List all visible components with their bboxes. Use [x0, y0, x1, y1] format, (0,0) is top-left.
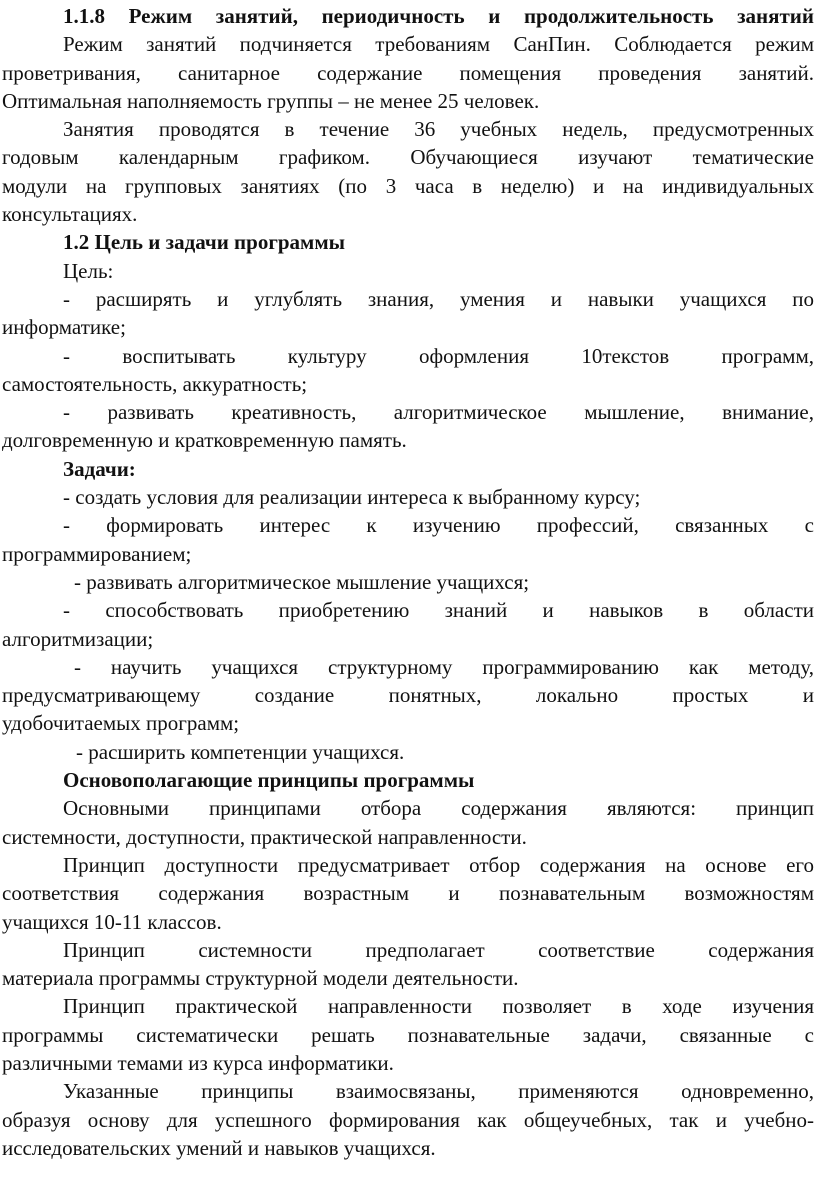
text-line: Принцип практической направленности позволяет в ходе изучения	[63, 994, 814, 1019]
principles-paragraph-3	[2, 936, 814, 993]
text-line: Основными принципами отбора содержания являются: принцип	[63, 796, 814, 821]
text-line: консультациях.	[2, 202, 138, 227]
task-item-2	[2, 511, 814, 568]
section-heading-1-1-8: 1.1.8 Режим занятий, периодичность и продолжительность занятий	[63, 4, 814, 28]
text-line: исследовательских умений и навыков учащихся.	[2, 1135, 436, 1160]
text-line: Принцип системности предполагает соответствие содержания	[63, 937, 814, 962]
text-line: - способствовать приобретению знаний и навыков в области	[63, 598, 814, 623]
text-line: Режим занятий подчиняется требованиям СанПин. Соблюдается режим	[63, 32, 814, 57]
text-line: информатике;	[2, 315, 126, 340]
task-item-4	[2, 596, 814, 653]
text-line: проветривания, санитарное содержание помещения проведения занятий.	[2, 60, 814, 85]
text-line: Оптимальная наполняемость группы – не менее 25 человек.	[2, 88, 540, 113]
text-line: системности, доступности, практической направленности.	[2, 824, 527, 849]
goal-item-1	[2, 285, 814, 342]
text-line: - формировать интерес к изучению профессий, связанных с	[63, 513, 814, 538]
goal-item-2	[2, 342, 814, 399]
text-line: Принцип доступности предусматривает отбор содержания на основе его	[63, 852, 814, 877]
text-line: предусматривающему создание понятных, локально простых и	[2, 683, 814, 708]
text-line: соответствия содержания возрастным и познавательным возможностям	[2, 881, 814, 906]
text-line: - научить учащихся структурному программированию как методу,	[74, 654, 814, 679]
text-line: Указанные принципы взаимосвязаны, применяются одновременно,	[63, 1079, 814, 1104]
goal-item-3	[2, 398, 814, 455]
text-line: программы систематически решать познавательные задачи, связанные с	[2, 1022, 814, 1047]
principles-paragraph-2	[2, 851, 814, 936]
text-line: - воспитывать культуру оформления 10текстов программ,	[63, 343, 814, 368]
tasks-label: Задачи:	[63, 456, 136, 481]
regime-paragraph-2	[2, 115, 814, 228]
text-line: долговременную и кратковременную память.	[2, 428, 407, 453]
text-line: самостоятельность, аккуратность;	[2, 371, 308, 396]
text-line: удобочитаемых программ;	[2, 711, 240, 736]
text-line: различными темами из курса информатики.	[2, 1050, 394, 1075]
goal-label: Цель:	[63, 258, 114, 283]
principles-paragraph-4	[2, 992, 814, 1077]
text-line: материала программы структурной модели деятельности.	[2, 966, 519, 991]
text-line: образуя основу для успешного формирования как общеучебных, так и учебно-	[2, 1107, 814, 1132]
task-item-1: - создать условия для реализации интереса к выбранному курсу;	[63, 485, 641, 510]
principles-paragraph-5	[2, 1077, 814, 1162]
task-item-3: - развивать алгоритмическое мышление учащихся;	[74, 569, 530, 594]
text-line: программированием;	[2, 541, 192, 566]
text-line: Занятия проводятся в течение 36 учебных недель, предусмотренных	[63, 117, 814, 142]
text-line: - развивать креативность, алгоритмическое мышление, внимание,	[63, 400, 814, 425]
text-line: годовым календарным графиком. Обучающиеся изучают тематические	[2, 145, 814, 170]
task-item-6: - расширить компетенции учащихся.	[76, 739, 405, 764]
text-line: - расширять и углублять знания, умения и навыки учащихся по	[63, 286, 814, 311]
section-heading-1-2: 1.2 Цель и задачи программы	[63, 230, 346, 255]
text-line: модули на групповых занятиях (по 3 часа в неделю) и на индивидуальных	[2, 173, 814, 198]
section-heading-principles: Основополагающие принципы программы	[63, 768, 475, 793]
regime-paragraph-1	[2, 30, 814, 115]
text-line: алгоритмизации;	[2, 626, 154, 651]
principles-paragraph-1	[2, 794, 814, 851]
task-item-5	[2, 653, 814, 738]
text-line: учащихся 10-11 классов.	[2, 909, 222, 934]
